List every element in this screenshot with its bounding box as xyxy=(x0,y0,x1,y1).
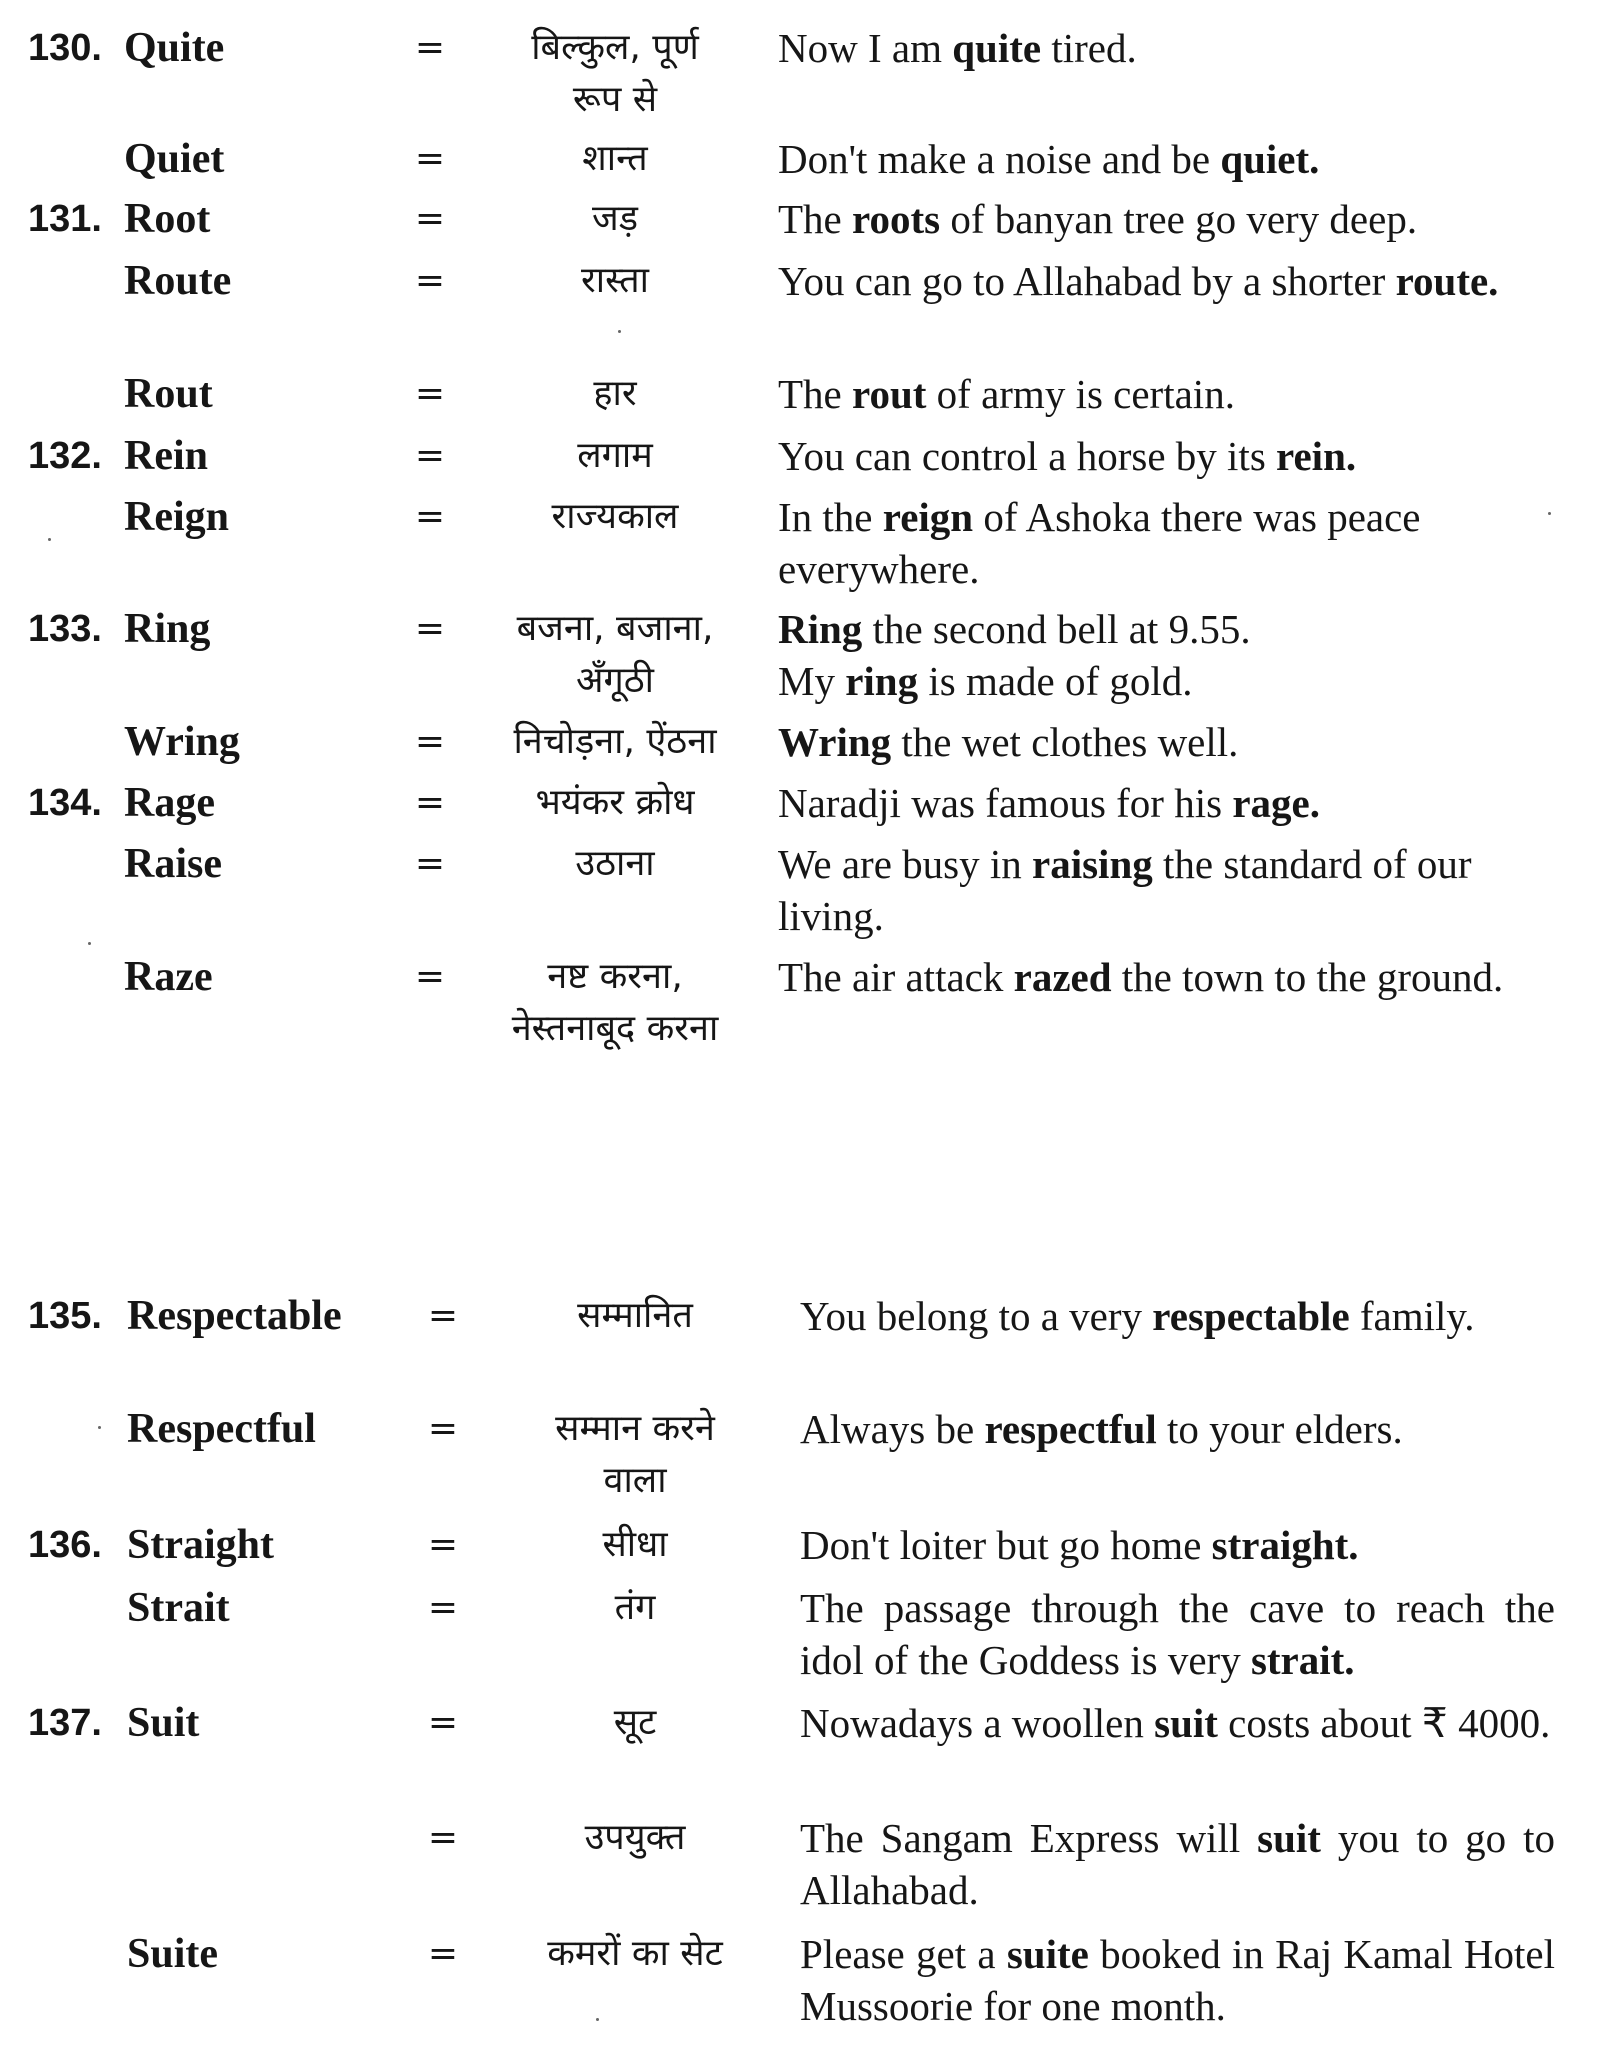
hindi-meaning: तंग xyxy=(614,1587,656,1628)
sentence-text: the standard of our living. xyxy=(778,841,1472,939)
entry-number: 135. xyxy=(28,1295,102,1337)
highlighted-word: quiet. xyxy=(1220,136,1320,182)
example-sentence xyxy=(800,1582,1555,1686)
highlighted-word: suite xyxy=(1006,1931,1089,1977)
hindi-meaning: निचोड़ना, ऐंठना xyxy=(513,721,717,762)
sentence-text: booked in Raj Kamal Hotel Mussoorie for one month. xyxy=(800,1931,1556,2029)
equals-sign: = xyxy=(427,1817,459,1858)
headword: Root xyxy=(124,196,211,242)
example-sentence xyxy=(778,430,1538,482)
sentence-text: Please get a xyxy=(800,1931,1007,1977)
sentence-text: of army is certain. xyxy=(926,371,1235,417)
highlighted-word: roots xyxy=(852,196,941,242)
sentence-text: You belong to a very xyxy=(800,1293,1153,1339)
example-sentence xyxy=(778,255,1538,307)
entry-number: 130. xyxy=(28,27,102,69)
headword: Ring xyxy=(124,606,211,652)
headword: Raze xyxy=(124,954,213,1000)
hindi-meaning: जड़ xyxy=(592,198,638,239)
example-sentence xyxy=(778,603,1538,707)
example-sentence xyxy=(778,491,1538,595)
hindi-meaning: उपयुक्त xyxy=(584,1817,686,1858)
hindi-meaning: सम्मानित xyxy=(577,1295,693,1336)
equals-sign: = xyxy=(427,1587,459,1628)
equals-sign: = xyxy=(427,1408,459,1449)
highlighted-word: respectable xyxy=(1152,1293,1350,1339)
highlighted-word: route. xyxy=(1395,258,1499,304)
example-sentence xyxy=(778,193,1538,245)
sentence-text: Now I am xyxy=(778,25,953,71)
hindi-meaning: बजना, बजाना, अँगूठी xyxy=(516,608,714,701)
example-sentence xyxy=(800,1928,1555,2032)
sentence-text: The passage through the cave to reach the idol of the Goddess is very xyxy=(800,1585,1555,1683)
hindi-meaning: हार xyxy=(593,373,637,414)
example-sentence xyxy=(778,368,1538,420)
hindi-meaning: कमरों का सेट xyxy=(547,1933,723,1974)
example-sentence xyxy=(778,133,1538,185)
headword: Wring xyxy=(124,719,240,765)
example-sentence xyxy=(778,951,1538,1003)
headword: Rein xyxy=(124,433,208,479)
equals-sign: = xyxy=(414,435,446,476)
sentence-text: We are busy in xyxy=(778,841,1033,887)
equals-sign: = xyxy=(414,843,446,884)
scan-speck xyxy=(98,1426,101,1429)
equals-sign: = xyxy=(414,27,446,68)
hindi-meaning: शान्त xyxy=(582,138,648,179)
example-sentence xyxy=(800,1697,1555,1749)
hindi-meaning: सम्मान करने वाला xyxy=(555,1408,715,1501)
headword: Quiet xyxy=(124,136,225,182)
sentence-text: to your elders. xyxy=(1156,1406,1403,1452)
highlighted-word: Ring xyxy=(778,606,863,652)
entry-number: 137. xyxy=(28,1702,102,1744)
sentence-text: you to go to Allahabad. xyxy=(800,1815,1555,1913)
scan-speck xyxy=(596,2018,599,2021)
highlighted-word: quite xyxy=(952,25,1042,71)
sentence-text: Nowadays a woollen xyxy=(800,1700,1155,1746)
highlighted-word: Wring xyxy=(778,719,892,765)
sentence-text: The xyxy=(778,371,852,417)
example-sentence xyxy=(800,1290,1555,1342)
sentence-text: of Ashoka there was peace everywhere. xyxy=(778,494,1421,592)
sentence-text: tired. xyxy=(1041,25,1137,71)
hindi-meaning: लगाम xyxy=(577,435,653,476)
highlighted-word: razed xyxy=(1013,954,1112,1000)
sentence-text: the second bell at 9.55. My xyxy=(778,606,1251,704)
headword: Respectful xyxy=(127,1406,316,1452)
highlighted-word: rout xyxy=(852,371,927,417)
headword: Rout xyxy=(124,371,213,417)
equals-sign: = xyxy=(414,373,446,414)
equals-sign: = xyxy=(414,956,446,997)
entry-number: 136. xyxy=(28,1524,102,1566)
headword: Route xyxy=(124,258,232,304)
sentence-text: The Sangam Express will xyxy=(800,1815,1258,1861)
example-sentence xyxy=(778,838,1538,942)
example-sentence xyxy=(778,716,1538,768)
sentence-text: Don't make a noise and be xyxy=(778,136,1221,182)
hindi-meaning: सूट xyxy=(613,1702,657,1743)
headword: Suite xyxy=(127,1931,219,1977)
example-sentence xyxy=(800,1519,1555,1571)
sentence-text: Naradji was famous for his xyxy=(778,780,1233,826)
entry-number: 131. xyxy=(28,198,102,240)
equals-sign: = xyxy=(427,1295,459,1336)
scan-speck xyxy=(618,330,621,333)
sentence-text: the town to the ground. xyxy=(1111,954,1504,1000)
hindi-meaning: सीधा xyxy=(602,1524,668,1565)
hindi-meaning: बिल्कुल, पूर्ण रूप से xyxy=(531,27,699,120)
hindi-meaning: उठाना xyxy=(575,843,655,884)
headword: Quite xyxy=(124,25,225,71)
scan-speck xyxy=(48,538,51,541)
hindi-meaning: भयंकर क्रोध xyxy=(535,782,695,823)
highlighted-word: strait. xyxy=(1250,1637,1355,1683)
equals-sign: = xyxy=(414,721,446,762)
entry-number: 134. xyxy=(28,782,102,824)
headword: Straight xyxy=(127,1522,274,1568)
sentence-text: of banyan tree go very deep. xyxy=(940,196,1418,242)
equals-sign: = xyxy=(427,1933,459,1974)
equals-sign: = xyxy=(414,608,446,649)
sentence-text: is made of gold. xyxy=(918,658,1193,704)
example-sentence xyxy=(800,1812,1555,1916)
highlighted-word: raising xyxy=(1032,841,1153,887)
sentence-text: You can go to Allahabad by a shorter xyxy=(778,258,1396,304)
example-sentence xyxy=(800,1403,1555,1455)
highlighted-word: suit xyxy=(1257,1815,1321,1861)
headword: Reign xyxy=(124,494,229,540)
sentence-text: The air attack xyxy=(778,954,1014,1000)
equals-sign: = xyxy=(427,1524,459,1565)
equals-sign: = xyxy=(414,782,446,823)
entry-number: 132. xyxy=(28,435,102,477)
scan-speck xyxy=(1548,512,1551,515)
sentence-text: Don't loiter but go home xyxy=(800,1522,1212,1568)
entry-number: 133. xyxy=(28,608,102,650)
sentence-text: Always be xyxy=(800,1406,985,1452)
sentence-text: costs about ₹ 4000. xyxy=(1217,1700,1551,1746)
sentence-text: family. xyxy=(1349,1293,1475,1339)
equals-sign: = xyxy=(414,496,446,537)
highlighted-word: rage. xyxy=(1232,780,1320,826)
hindi-meaning: राज्यकाल xyxy=(551,496,679,537)
headword: Strait xyxy=(127,1585,230,1631)
headword: Suit xyxy=(127,1700,200,1746)
sentence-text: In the xyxy=(778,494,883,540)
headword: Respectable xyxy=(127,1293,342,1339)
equals-sign: = xyxy=(414,138,446,179)
hindi-meaning: नष्ट करना, नेस्तनाबूद करना xyxy=(511,956,719,1049)
equals-sign: = xyxy=(427,1702,459,1743)
hindi-meaning: रास्ता xyxy=(581,260,649,301)
equals-sign: = xyxy=(414,198,446,239)
headword: Raise xyxy=(124,841,222,887)
highlighted-word: straight. xyxy=(1211,1522,1359,1568)
sentence-text: You can control a horse by its xyxy=(778,433,1277,479)
highlighted-word: reign xyxy=(882,494,974,540)
example-sentence xyxy=(778,777,1538,829)
scan-speck xyxy=(88,942,91,945)
headword: Rage xyxy=(124,780,215,826)
equals-sign: = xyxy=(414,260,446,301)
sentence-text: The xyxy=(778,196,852,242)
highlighted-word: respectful xyxy=(984,1406,1157,1452)
sentence-text: the wet clothes well. xyxy=(891,719,1239,765)
example-sentence xyxy=(778,22,1538,74)
highlighted-word: rein. xyxy=(1276,433,1357,479)
highlighted-word: ring xyxy=(845,658,919,704)
highlighted-word: suit xyxy=(1154,1700,1218,1746)
